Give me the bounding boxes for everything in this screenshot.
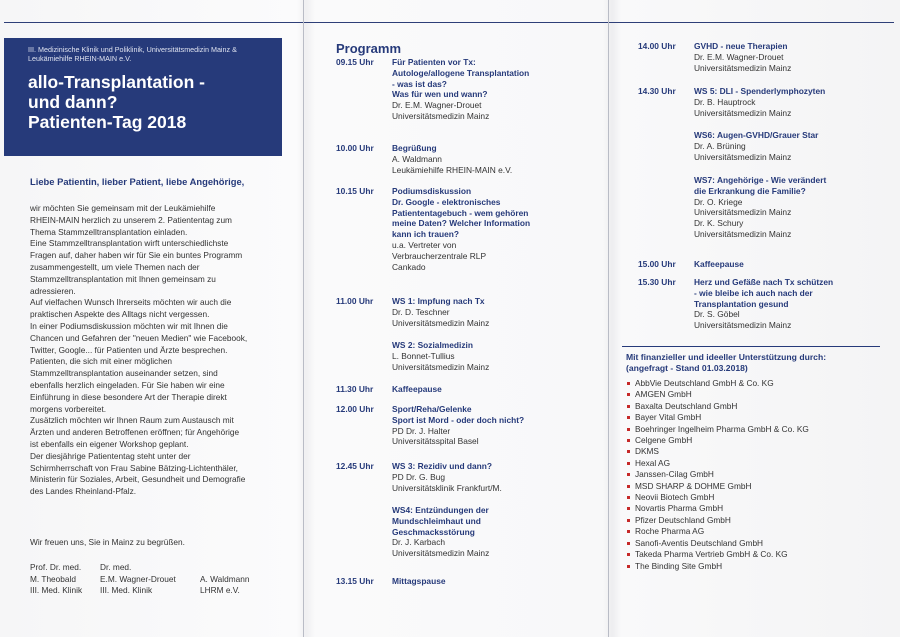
body-line: zusammengestellt, um viele Themen nach der (30, 261, 200, 272)
body-line: In einer Podiumsdiskussion möchten wir mit Ihnen die (30, 320, 228, 331)
program-heading: Programm (336, 41, 402, 56)
body-line: Fragen auf, daher haben wir für Sie ein buntes Programm (30, 250, 243, 261)
top-rule (4, 22, 894, 23)
program-title-line: - was ist das? (392, 78, 447, 89)
program-content (392, 340, 606, 372)
program-time: 12.45 Uhr (336, 461, 374, 471)
program-title-line: Kaffeepause (694, 259, 744, 269)
body-line: Ministerin für Soziales, Arbeit, Gesundheit und Demografie (30, 474, 246, 485)
body-line: Auf vielfachen Wunsch Ihrerseits möchten wir auch die (30, 297, 232, 308)
program-speaker-line: Universitätsmedizin Mainz (694, 62, 792, 73)
program-speaker-line: A. Waldmann (392, 153, 442, 164)
body-line: adressieren. (30, 285, 76, 296)
sponsor-item: Roche Pharma AG (626, 526, 876, 537)
fold-line-2 (608, 0, 609, 637)
sponsor-item: Celgene GmbH (626, 435, 876, 446)
body-line: RHEIN-MAIN herzlich zu unserem 2. Patiententag zum (30, 214, 232, 225)
program-title-line: Geschmacksstörung (392, 526, 475, 537)
body-line: des Landes Rheinland-Pfalz. (30, 486, 137, 497)
sponsor-item: The Binding Site GmbH (626, 561, 876, 572)
program-title-line: GVHD - neue Therapien (694, 41, 788, 51)
body-line: Eine Stammzelltransplantation wirft unterschiedlichste (30, 238, 229, 249)
program-content (694, 86, 890, 118)
title-line: Patienten-Tag 2018 (28, 112, 187, 132)
program-content (392, 296, 606, 328)
signature-line (200, 562, 250, 574)
body-line: ist ebenfalls ein eigener Workshop geplant. (30, 438, 189, 449)
program-time: 11.30 Uhr (336, 384, 374, 394)
body-line: Twitter, Google... für Patienten und Ärzte besprechen. (30, 344, 228, 355)
program-speaker-line: Leukämiehilfe RHEIN-MAIN e.V. (392, 164, 513, 175)
program-speaker-line: L. Bonnet-Tullius (392, 350, 455, 361)
sponsor-item: Baxalta Deutschland GmbH (626, 401, 876, 412)
program-speaker-line: PD Dr. G. Bug (392, 471, 446, 482)
program-speaker-line: Dr. A. Brüning (694, 140, 746, 151)
program-speaker-line: Dr. D. Teschner (392, 306, 450, 317)
sponsor-item: Pfizer Deutschland GmbH (626, 515, 876, 526)
program-speaker-line: Dr. O. Kriege (694, 196, 743, 207)
signature-line: Dr. med. (100, 562, 132, 572)
program-speaker-line: PD Dr. J. Halter (392, 425, 451, 436)
program-speaker-line: Universitätsmedizin Mainz (694, 151, 792, 162)
program-title-line: Podiumsdiskussion (392, 186, 472, 196)
program-content (392, 404, 606, 447)
program-time: 10.00 Uhr (336, 143, 374, 153)
program-title-line: WS6: Augen-GVHD/Grauer Star (694, 130, 819, 140)
body-line: Zusätzlich möchten wir Ihnen Raum zum Austausch mit (30, 415, 234, 426)
body-line: Schirmherrschaft von Frau Sabine Bätzing-Lichtenthäler, (30, 462, 238, 473)
program-title-line: WS4: Entzündungen der (392, 505, 489, 515)
signature-line: LHRM e.V. (200, 585, 240, 596)
program-title-line: Patiententagebuch - wem gehören (392, 207, 529, 218)
sponsor-item: Novartis Pharma GmbH (626, 503, 876, 514)
program-title-line: Sport ist Mord - oder doch nicht? (392, 414, 525, 425)
signature-line: Prof. Dr. med. (30, 562, 82, 572)
program-title-line: Für Patienten vor Tx: (392, 57, 476, 67)
program-speaker-line: Universitätsspital Basel (392, 436, 479, 447)
title-line: allo-Transplantation - (28, 72, 205, 92)
program-title-line: WS 2: Sozialmedizin (392, 340, 473, 350)
sponsor-list (626, 378, 876, 572)
sponsor-heading-line: Mit finanzieller und ideeller Unterstützung durch: (626, 352, 827, 362)
program-title-line: Herz und Gefäße nach Tx schützen (694, 277, 834, 287)
program-speaker-line: Universitätsmedizin Mainz (392, 317, 490, 328)
program-title-line: Sport/Reha/Gelenke (392, 404, 472, 414)
program-time: 09.15 Uhr (336, 57, 374, 67)
body-line: Patienten, die sich mit einer möglichen (30, 356, 173, 367)
body-line: wir möchten Sie gemeinsam mit der Leukämiehilfe (30, 203, 216, 213)
program-title-line: Transplantation gesund (694, 298, 789, 309)
sponsor-item: AbbVie Deutschland GmbH & Co. KG (626, 378, 876, 389)
program-speaker-line: Dr. E.M. Wagner-Drouet (694, 51, 784, 62)
sponsor-item: Hexal AG (626, 458, 876, 469)
program-speaker-line: Universitätsmedizin Mainz (392, 110, 490, 121)
title-line: und dann? (28, 92, 118, 112)
signature-line: A. Waldmann (200, 573, 250, 584)
institution-text: III. Medizinische Klinik und Poliklinik, Universitätsmedizin Mainz & Leukämiehilfe RHEIN-MAIN e.V. (28, 45, 237, 63)
signature-line: M. Theobald (30, 573, 76, 584)
sponsor-heading (626, 352, 826, 374)
program-title-line: WS 5: DLI - Spenderlymphozyten (694, 86, 826, 96)
closing-line: Wir freuen uns, Sie in Mainz zu begrüßen. (30, 537, 185, 547)
title-banner (4, 38, 282, 156)
program-title-line: WS7: Angehörige - Wie verändert (694, 175, 827, 185)
signature-line: E.M. Wagner-Drouet (100, 573, 176, 584)
sponsor-item: Neovii Biotech GmbH (626, 492, 876, 503)
sponsor-item: Janssen-Cilag GmbH (626, 469, 876, 480)
sponsor-divider (622, 346, 880, 347)
signature-theobald (30, 562, 82, 597)
program-content (392, 505, 606, 559)
program-time: 14.30 Uhr (638, 86, 676, 96)
program-speaker-line: Universitätsmedizin Mainz (392, 361, 490, 372)
body-line: Ärzten und anderen Betroffenen eröffnen; für Angehörige (30, 427, 240, 438)
program-title-line: meine Daten? Welcher Information (392, 218, 531, 229)
program-title-line: Autologe/allogene Transplantation (392, 67, 530, 78)
program-speaker-line: Universitätsmedizin Mainz (392, 548, 490, 559)
body-line: Der diesjährige Patiententag steht unter der (30, 450, 191, 461)
program-speaker-line: Universitätsmedizin Mainz (694, 320, 792, 331)
title-banner-panel (4, 38, 282, 156)
invitation-body (30, 203, 286, 498)
body-line: Stammzelltransplantation mit Ihnen gemeinsam zu (30, 273, 216, 284)
program-time: 10.15 Uhr (336, 186, 374, 196)
program-speaker-line: Dr. S. Göbel (694, 309, 740, 320)
program-time: 15.00 Uhr (638, 259, 676, 269)
program-speaker-line: Dr. K. Schury (694, 218, 744, 229)
sponsor-item: DKMS (626, 446, 876, 457)
program-title-line: WS 3: Rezidiv und dann? (392, 461, 493, 471)
sponsor-item: Sanofi-Aventis Deutschland GmbH (626, 538, 876, 549)
program-content (392, 57, 606, 122)
program-content (694, 41, 890, 73)
program-title-line: Kaffeepause (392, 384, 442, 394)
program-time: 11.00 Uhr (336, 296, 374, 306)
program-title-line: WS 1: Impfung nach Tx (392, 296, 485, 306)
program-title-line: - wie bleibe ich auch nach der (694, 287, 813, 298)
program-speaker-line: Dr. B. Hauptrock (694, 96, 756, 107)
program-time: 12.00 Uhr (336, 404, 374, 414)
sponsor-item: MSD SHARP & DOHME GmbH (626, 481, 876, 492)
program-speaker-line: u.a. Vertreter von (392, 239, 457, 250)
program-title-line: Was für wen und wann? (392, 89, 488, 100)
program-content (694, 259, 890, 270)
sponsor-item: Boehringer Ingelheim Pharma GmbH & Co. KG (626, 424, 876, 435)
sponsor-heading-line: (angefragt - Stand 01.03.2018) (626, 363, 748, 374)
program-content (392, 576, 606, 587)
page-title (28, 72, 260, 132)
program-title-line: Begrüßung (392, 143, 437, 153)
sponsor-item: Takeda Pharma Vertrieb GmbH & Co. KG (626, 549, 876, 560)
program-title-line: Dr. Google - elektronisches (392, 196, 501, 207)
program-speaker-line: Cankado (392, 261, 426, 272)
body-line: Thema Stammzelltransplantation einladen. (30, 226, 188, 237)
program-time: 14.00 Uhr (638, 41, 676, 51)
program-speaker-line: Universitätsmedizin Mainz (694, 228, 792, 239)
sponsor-item: Bayer Vital GmbH (626, 412, 876, 423)
program-speaker-line: Universitätsmedizin Mainz (694, 107, 792, 118)
body-line: Einführung in diese besondere Art der Therapie direkt (30, 391, 227, 402)
program-content (392, 143, 606, 175)
program-speaker-line: Verbraucherzentrale RLP (392, 250, 487, 261)
program-speaker-line: Dr. E.M. Wagner-Drouet (392, 100, 482, 111)
program-content (694, 277, 890, 331)
program-title-line: Mittagspause (392, 576, 446, 586)
program-content (392, 384, 606, 395)
program-speaker-line: Universitätsklinik Frankfurt/M. (392, 482, 502, 493)
signature-waldmann (200, 562, 250, 597)
signature-wagner-drouet (100, 562, 176, 597)
body-line: praktischen Aspekte des Alltags nicht vergessen. (30, 309, 210, 320)
program-content (694, 175, 890, 240)
body-line: ebenfalls herzlich eingeladen. Für Sie haben wir eine (30, 379, 225, 390)
program-speaker-line: Universitätsmedizin Mainz (694, 207, 792, 218)
signature-line: III. Med. Klinik (30, 585, 83, 596)
program-time: 15.30 Uhr (638, 277, 676, 287)
body-line: morgens vorbereitet. (30, 403, 107, 414)
sponsor-item: AMGEN GmbH (626, 389, 876, 400)
program-content (392, 186, 606, 272)
body-line: Stammzelltransplantation auseinander setzen, sind (30, 368, 218, 379)
program-content (694, 130, 890, 162)
program-time: 13.15 Uhr (336, 576, 374, 586)
greeting: Liebe Patientin, lieber Patient, liebe Angehörige, (30, 176, 245, 187)
body-line: Chancen und Gefahren der "neuen Medien" wie Facebook, (30, 332, 248, 343)
fold-line-1 (303, 0, 304, 637)
program-title-line: kann ich trauen? (392, 229, 460, 240)
signature-line: III. Med. Klinik (100, 585, 153, 596)
program-title-line: die Erkrankung die Familie? (694, 185, 806, 196)
program-title-line: Mundschleimhaut und (392, 515, 481, 526)
program-speaker-line: Dr. J. Karbach (392, 537, 446, 548)
program-content (392, 461, 606, 493)
